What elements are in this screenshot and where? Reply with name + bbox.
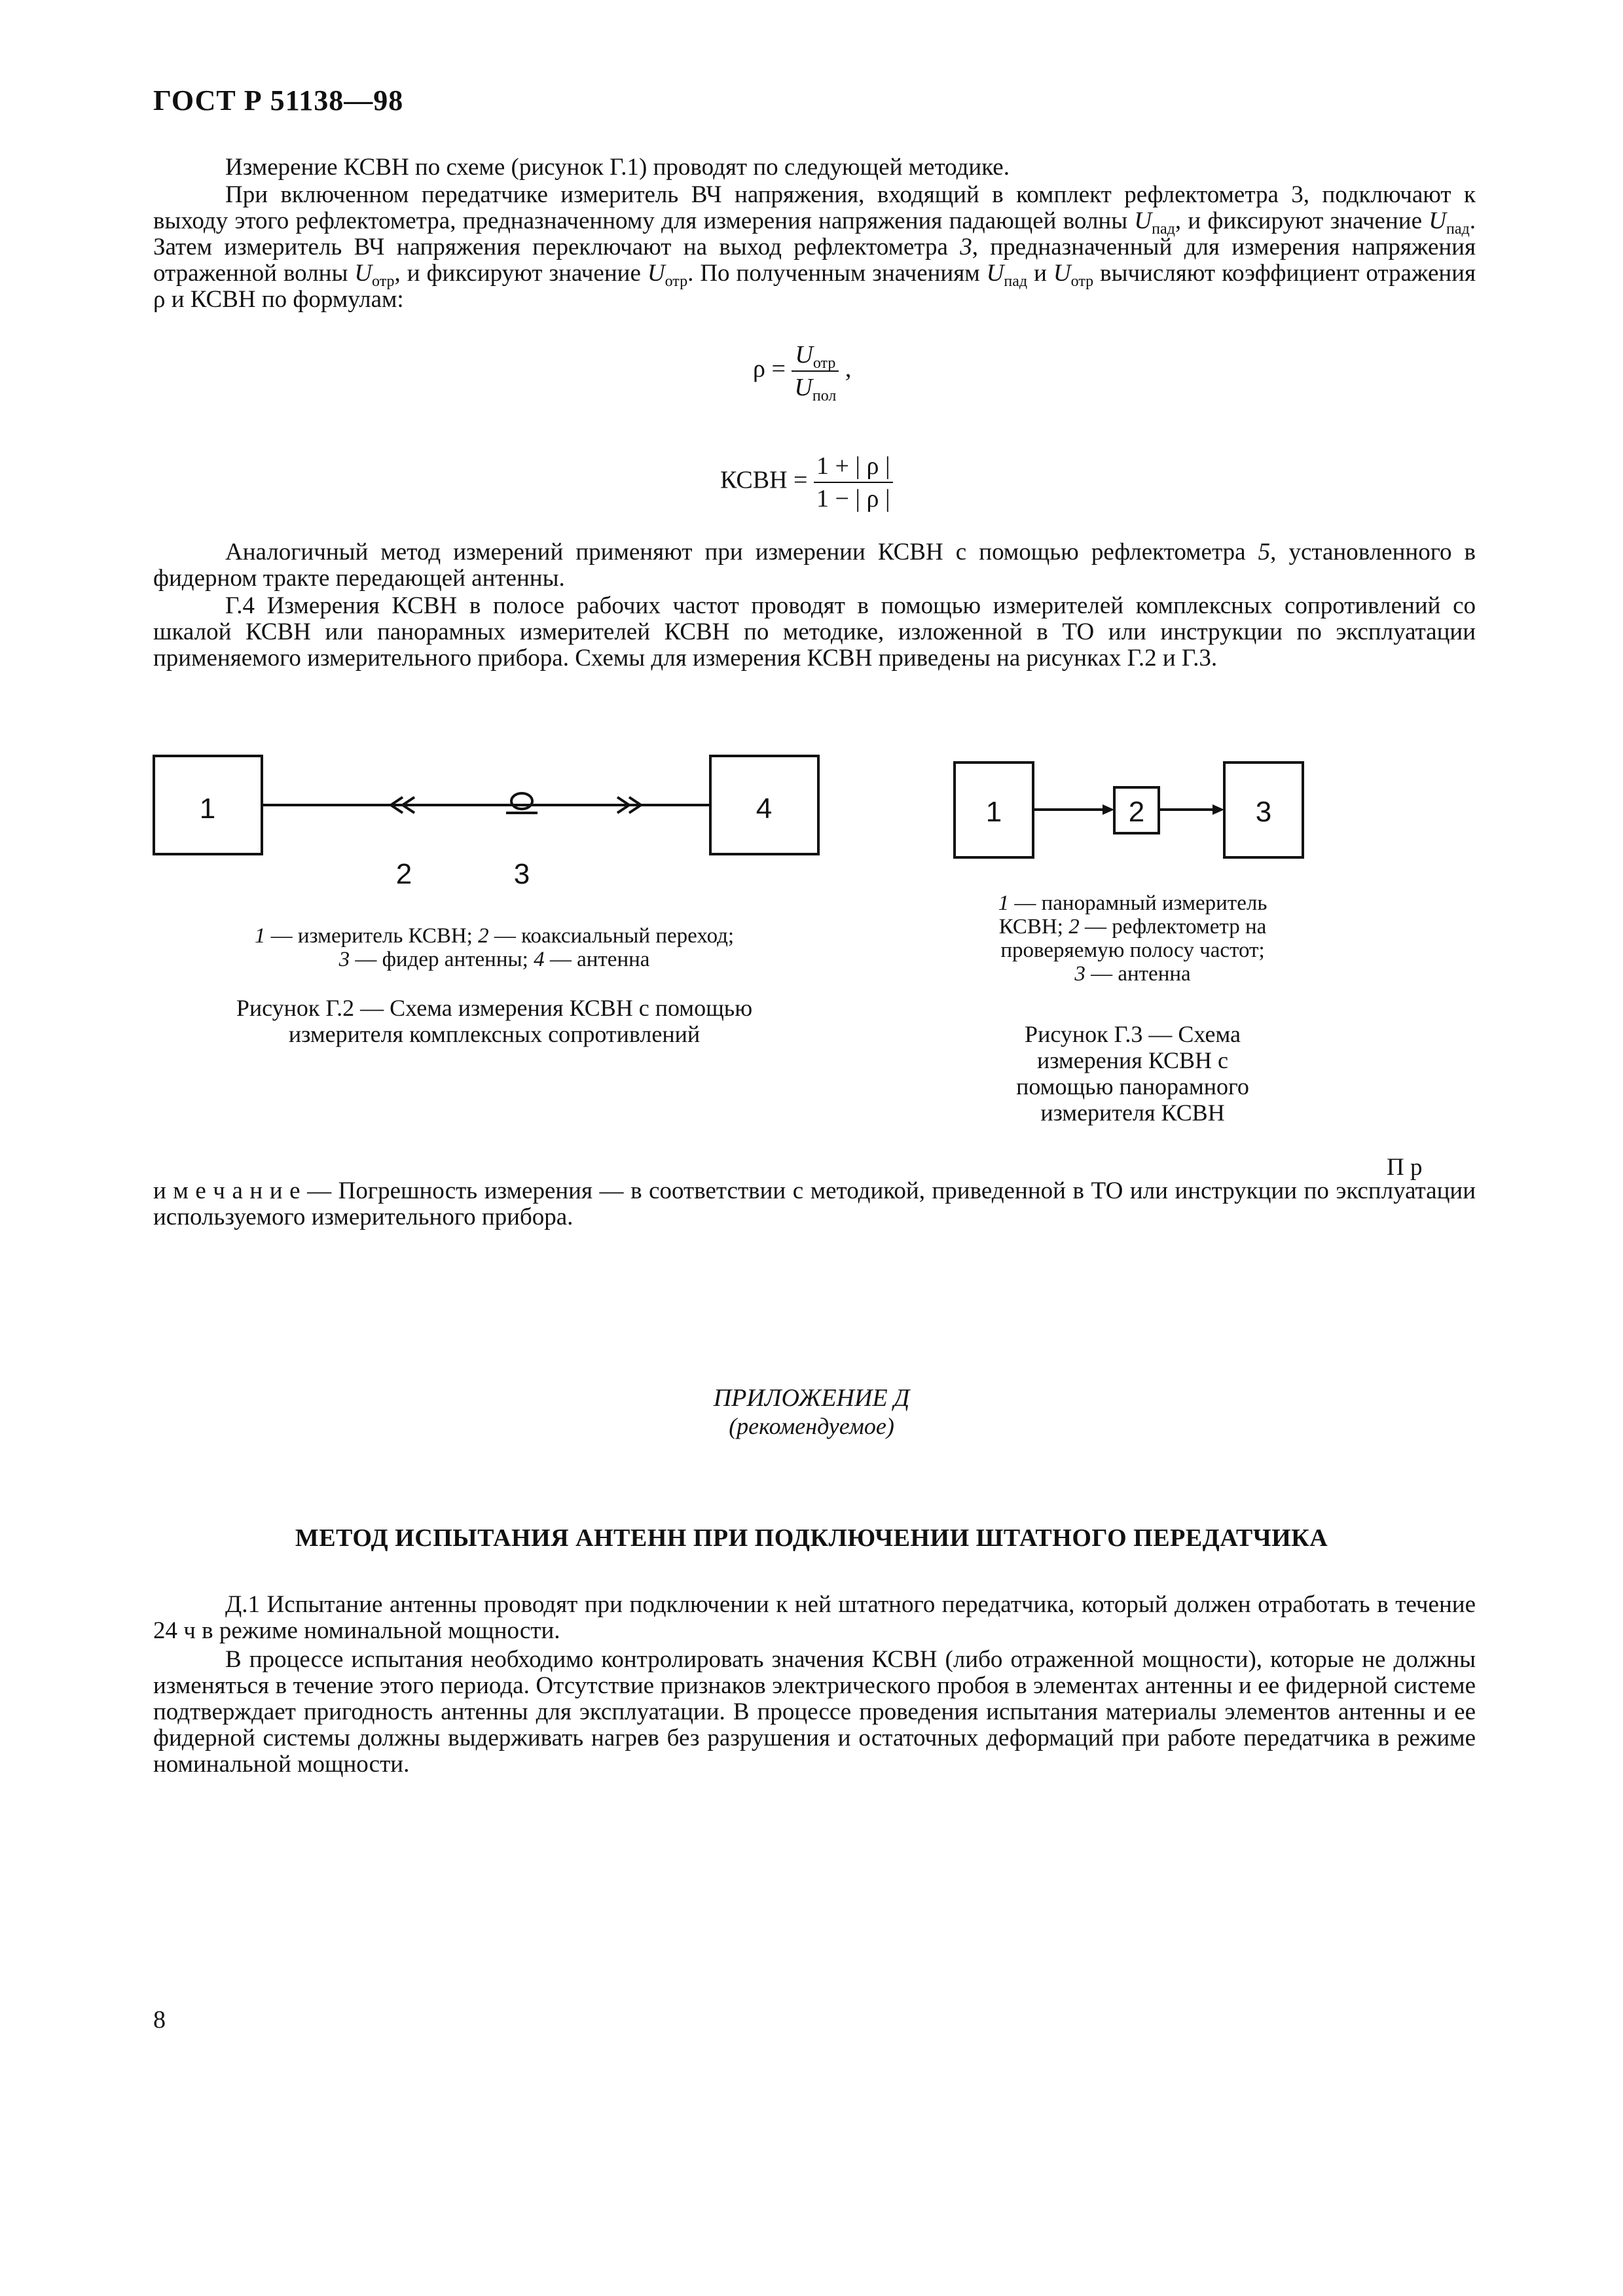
arrow-2-3-icon <box>1213 804 1224 815</box>
paragraph-g4: Г.4 Измерения КСВН в полосе рабочих частот проводят в помощью измерителей комплексных сопротивлений со шкалой КСВН или панорамных измерителей КСВН по методике, изложенной в ТО или инструкции по эксплуатации применяемого измерительного прибора. Схемы для измерения КСВН приведены на рисунках Г.2 и Г.3. <box>153 592 1476 672</box>
note-label-fragment-left: и м е ч а н и е <box>153 1177 301 1204</box>
box-2-label: 2 <box>1128 796 1145 828</box>
figure-g3-title: Рисунок Г.3 — Схема измерения КСВН с помощью панорамного измерителя КСВН <box>1016 1021 1249 1126</box>
box-1-label: 1 <box>985 796 1002 828</box>
label-2: 2 <box>395 858 412 890</box>
figure-g2-diagram <box>147 746 835 903</box>
paragraph-analog-method: Аналогичный метод измерений применяют при измерении КСВН с помощью рефлектометра 5, установленного в фидерном тракте передающей антенны. <box>153 539 1476 592</box>
box-1-label: 1 <box>199 793 216 825</box>
feeder-symbol-icon <box>511 793 532 809</box>
figure-g2-legend: 1 — измеритель КСВН; 2 — коаксиальный переход; 3 — фидер антенны; 4 — антенна <box>254 924 735 971</box>
paragraph-d1: Д.1 Испытание антенны проводят при подключении к ней штатного передатчика, который должен отработать в течение 24 ч в режиме номинальной мощности. <box>153 1591 1476 1644</box>
appendix-title: ПРИЛОЖЕНИЕ Д <box>713 1384 910 1412</box>
figure-g3-legend: 1 — панорамный измеритель КСВН; 2 — рефлектометр на проверяемую полосу частот; 3 — антенна <box>998 891 1267 986</box>
formula-reflection-coefficient: ρ = $\frac{U_{отр}}{U_{пол}}$ , <box>753 341 852 404</box>
box-4-label: 4 <box>756 793 773 825</box>
formula-vswr: КСВН = $\frac{1 + | \rho |}{1 - | \rho |}$ <box>720 452 893 513</box>
figure-g3-diagram <box>949 756 1329 874</box>
appendix-subtitle: (рекомендуемое) <box>729 1413 894 1439</box>
figure-g2-title: Рисунок Г.2 — Схема измерения КСВН с помощью измерителя комплексных сопротивлений <box>236 995 753 1047</box>
box-3-label: 3 <box>1255 796 1272 828</box>
note-label-fragment-right: П р <box>1387 1154 1423 1181</box>
paragraph-measurement-intro: Измерение КСВН по схеме (рисунок Г.1) проводят по следующей методике. <box>225 154 1010 181</box>
label-3: 3 <box>513 858 530 890</box>
paragraph-measurement-method: При включенном передатчике измеритель ВЧ напряжения, входящий в комплект рефлектометра 3, подключают к выходу этого рефлектометра, предназначенному для измерения напряжения падающей волны $U_{пад}$, и фиксируют значение $U_{пад}$. Затем измеритель ВЧ напряжения переключают на выход рефлектометра 3, предназначенный для измерения напряжения отраженной волны $U_{отр}$, и фиксируют значение $U_{отр}$. По полученным значениям $U_{пад}$ и $U_{отр}$ вычисляют коэффициент отражения ρ и КСВН по формулам: <box>153 181 1476 313</box>
paragraph-d2: В процессе испытания необходимо контролировать значения КСВН (либо отраженной мощности), которые не должны изменяться в течение этого периода. Отсутствие признаков электрического пробоя в элементах антенны и ее фидерной системе подтверждает пригодность антенны для эксплуатации. В процессе проведения испытания материалы элементов антенны и ее фидерной системы должны выдерживать нагрев без разрушения и остаточных деформаций при работе передатчика в режиме номинальной мощности. <box>153 1646 1476 1778</box>
page-number: 8 <box>153 2006 166 2034</box>
note-paragraph: и м е ч а н и е — Погрешность измерения — в соответствии с методикой, приведенной в ТО или инструкции по эксплуатации используемого измерительного прибора. <box>153 1177 1476 1230</box>
appendix-heading: МЕТОД ИСПЫТАНИЯ АНТЕНН ПРИ ПОДКЛЮЧЕНИИ ШТАТНОГО ПЕРЕДАТЧИКА <box>295 1524 1328 1552</box>
arrow-1-2-icon <box>1103 804 1114 815</box>
document-code: ГОСТ Р 51138—98 <box>153 84 404 117</box>
